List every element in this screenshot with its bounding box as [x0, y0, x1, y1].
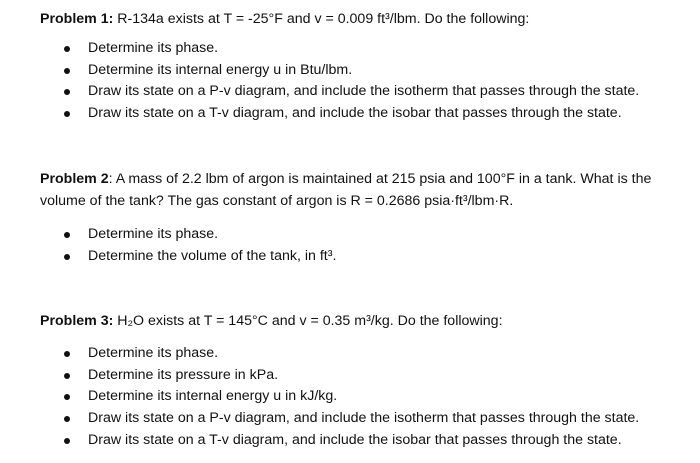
bullet-icon	[64, 254, 70, 260]
problem-3-statement: H₂O exists at T = 145°C and v = 0.35 m³/kg. Do the following:	[113, 313, 503, 329]
bullet-icon	[64, 394, 70, 400]
problem-3-task: Determine its pressure in kPa.	[40, 365, 672, 387]
bullet-icon	[64, 438, 70, 444]
problem-2-statement: : A mass of 2.2 lbm of argon is maintained at 215 psia and 100°F in a tank. What is the volume of the tank? The gas constant of argon is R = 0.2686 psia·ft³/lbm·R.	[40, 171, 652, 209]
bullet-icon	[64, 68, 70, 74]
problem-3-label: Problem 3:	[40, 313, 114, 329]
problem-1-task: Draw its state on a P-v diagram, and include the isotherm that passes through the state.	[40, 81, 672, 103]
bullet-icon	[64, 351, 70, 357]
problem-1-header	[40, 8, 672, 30]
problem-2-label: Problem 2	[40, 171, 109, 187]
problem-2-task-list	[40, 224, 672, 267]
bullet-icon	[64, 111, 70, 117]
problem-3-task-list	[40, 343, 672, 452]
problem-3-header	[40, 310, 672, 332]
problem-3	[40, 310, 672, 452]
bullet-icon	[64, 416, 70, 422]
problem-1-task: Determine its internal energy u in Btu/lbm.	[40, 60, 672, 82]
problem-2	[40, 168, 672, 267]
bullet-icon	[64, 46, 70, 52]
problem-3-task: Draw its state on a P-v diagram, and include the isotherm that passes through the state.	[40, 408, 672, 430]
bullet-icon	[64, 89, 70, 95]
problem-2-header	[40, 168, 672, 212]
problem-3-task: Determine its phase.	[40, 343, 672, 365]
bullet-icon	[64, 232, 70, 238]
problem-1-statement: R-134a exists at T = -25°F and v = 0.009 ft³/lbm. Do the following:	[113, 11, 530, 27]
problem-3-task: Determine its internal energy u in kJ/kg.	[40, 386, 672, 408]
problem-2-task: Determine the volume of the tank, in ft³.	[40, 246, 672, 268]
problem-1	[40, 8, 672, 125]
problem-1-task: Determine its phase.	[40, 38, 672, 60]
problem-1-task-list	[40, 38, 672, 125]
problem-3-task: Draw its state on a T-v diagram, and include the isobar that passes through the state.	[40, 430, 672, 452]
bullet-icon	[64, 373, 70, 379]
problem-1-task: Draw its state on a T-v diagram, and include the isobar that passes through the state.	[40, 103, 672, 125]
problem-1-label: Problem 1:	[40, 11, 114, 27]
problem-2-task: Determine its phase.	[40, 224, 672, 246]
